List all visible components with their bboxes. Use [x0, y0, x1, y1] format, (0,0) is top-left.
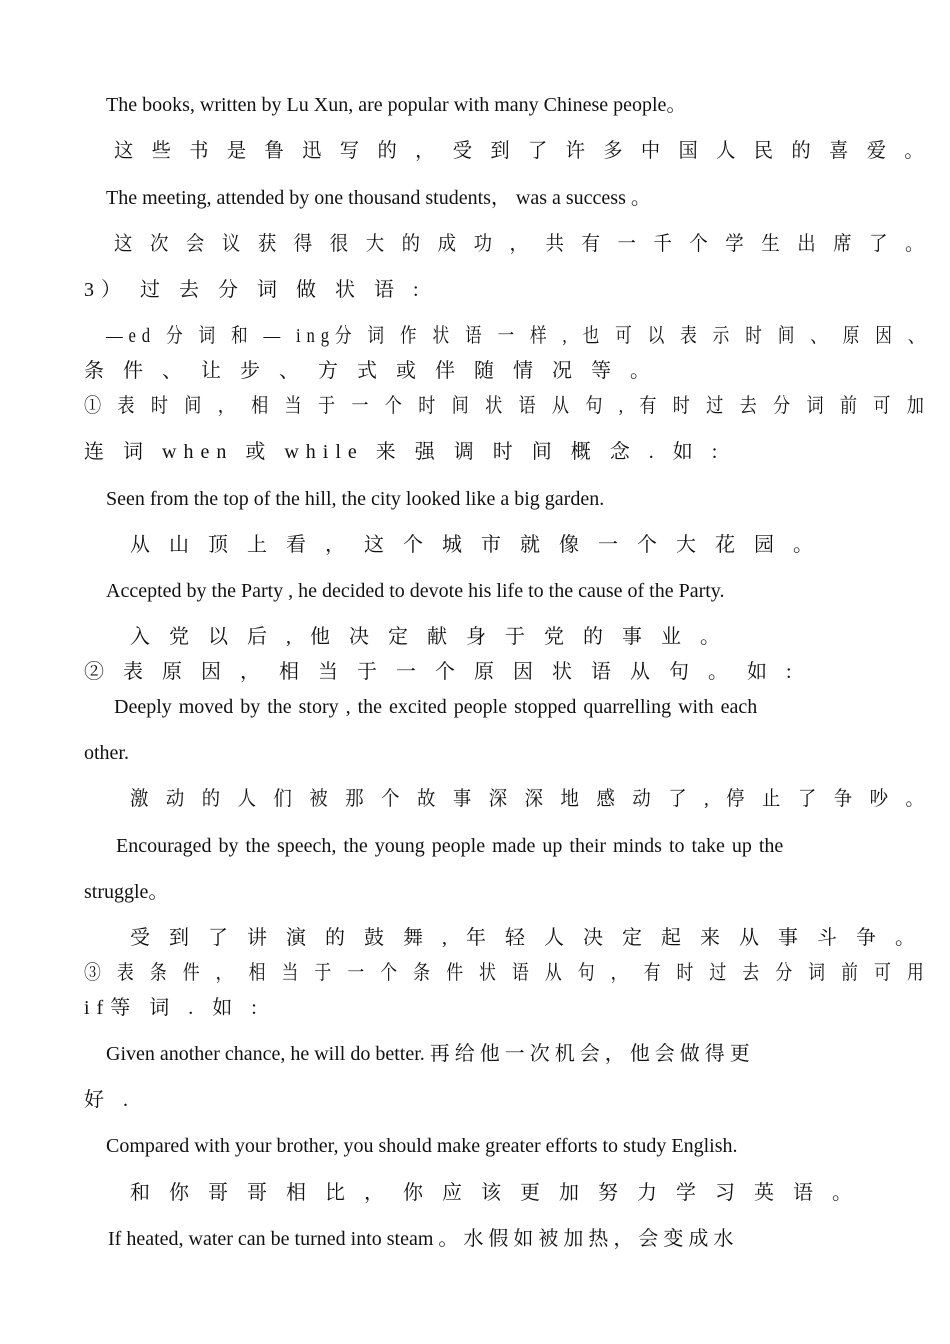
text-line: 入 党 以 后 , 他 决 定 献 身 于 党 的 事 业 。: [130, 626, 727, 648]
text-line: ③ 表 条 件 ， 相 当 于 一 个 条 件 状 语 从 句 ， 有 时 过 去 分 词 前 可 用: [84, 962, 930, 984]
text-line: 这 些 书 是 鲁 迅 写 的 ， 受 到 了 许 多 中 国 人 民 的 喜 爱 。: [114, 140, 931, 162]
text-line: 连 词 when 或 while 来 强 调 时 间 概 念 . 如 :: [84, 441, 725, 463]
text-line: 受 到 了 讲 演 的 鼓 舞 , 年 轻 人 决 定 起 来 从 事 斗 争 。: [130, 927, 922, 949]
text-line: 好 .: [84, 1089, 135, 1111]
text-line: Encouraged by the speech, the young people made up their minds to take up the: [116, 835, 784, 857]
text-line: —ed 分 词 和 — ing分 词 作 状 语 一 样 , 也 可 以 表 示 时 间 、 原 因 、: [106, 325, 931, 347]
text-line: other.: [84, 742, 129, 764]
text-line: Given another chance, he will do better. 再 给 他 一 次 机 会 ， 他 会 做 得 更: [106, 1043, 750, 1065]
text-line: if等 词 . 如 :: [84, 997, 264, 1019]
text-line: 条 件 、 让 步 、 方 式 或 伴 随 情 况 等 。: [84, 360, 657, 382]
text-line: ① 表 时 间 ， 相 当 于 一 个 时 间 状 语 从 句 , 有 时 过 去 分 词 前 可 加: [84, 395, 930, 417]
text-line: Compared with your brother, you should make greater efforts to study English.: [106, 1135, 738, 1157]
text-line: Deeply moved by the story , the excited people stopped quarrelling with each: [114, 696, 758, 718]
text-line: 从 山 顶 上 看 ， 这 个 城 市 就 像 一 个 大 花 园 。: [130, 534, 820, 556]
text-line: Seen from the top of the hill, the city looked like a big garden.: [106, 488, 605, 510]
text-line: 激 动 的 人 们 被 那 个 故 事 深 深 地 感 动 了 , 停 止 了 争 吵 。: [130, 788, 931, 810]
text-line: Accepted by the Party , he decided to devote his life to the cause of the Party.: [106, 580, 725, 602]
text-line: ② 表 原 因 ， 相 当 于 一 个 原 因 状 语 从 句 。 如 :: [84, 661, 799, 683]
text-line: The meeting, attended by one thousand students， was a success 。: [106, 187, 651, 209]
text-line: 和 你 哥 哥 相 比 ， 你 应 该 更 加 努 力 学 习 英 语 。: [130, 1182, 859, 1204]
text-line: If heated, water can be turned into steam 。 水 假 如 被 加 热 ， 会 变 成 水: [108, 1228, 734, 1250]
text-line: 这 次 会 议 获 得 很 大 的 成 功 ， 共 有 一 千 个 学 生 出 席 了 。: [114, 233, 930, 255]
section-heading: 3） 过 去 分 词 做 状 语 :: [84, 279, 426, 301]
text-line: struggle。: [84, 881, 169, 903]
text-line: The books, written by Lu Xun, are popular with many Chinese people。: [106, 94, 687, 116]
